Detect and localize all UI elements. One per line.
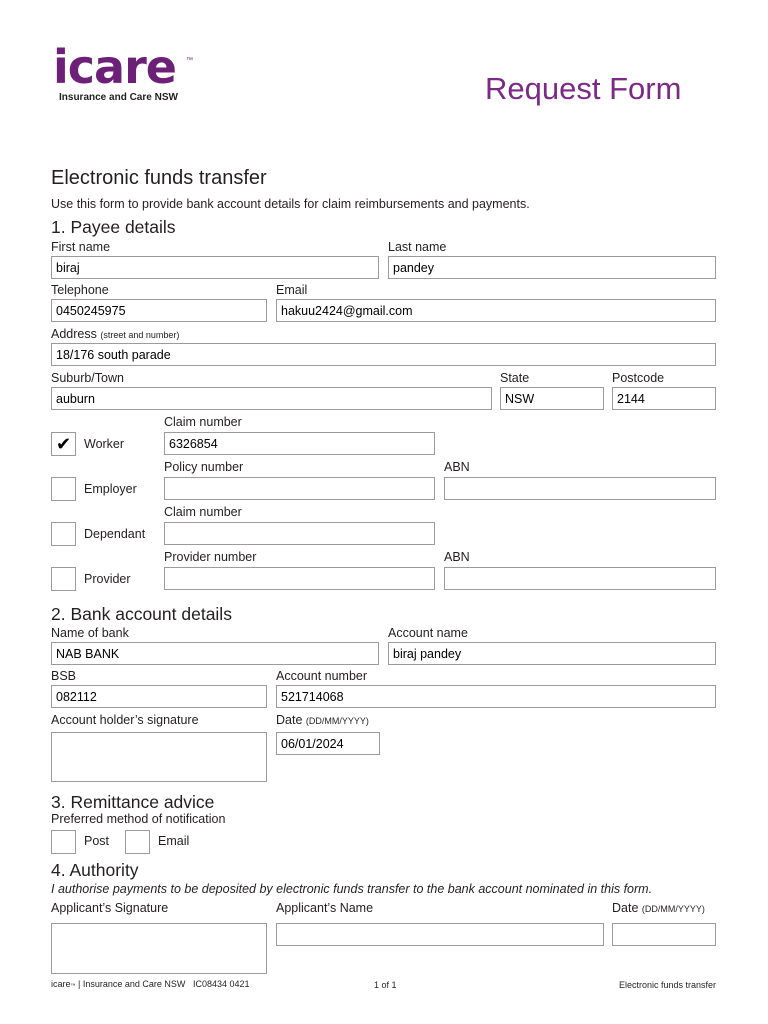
worker-claim-field[interactable]: 6326854 (164, 432, 435, 455)
employer-policy-field[interactable] (164, 477, 435, 500)
section-heading-remittance: 3. Remittance advice (51, 792, 215, 812)
page-title: Request Form (485, 71, 682, 106)
bank-date-hint: (DD/MM/YYYY) (305, 716, 369, 726)
logo-tagline: Insurance and Care NSW (59, 92, 178, 103)
applicant-signature-label: Applicant’s Signature (51, 901, 169, 915)
authority-date-label (612, 901, 705, 915)
bsb-label: BSB (51, 669, 77, 683)
authority-statement: I authorise payments to be deposited by electronic funds transfer to the bank account nominated in this form. (51, 882, 653, 896)
address-field[interactable]: 18/176 south parade (51, 343, 716, 366)
provider-abn-label: ABN (444, 550, 470, 564)
applicant-signature-field[interactable] (51, 923, 267, 974)
employer-abn-field[interactable] (444, 477, 716, 500)
authority-date-field[interactable] (612, 923, 716, 946)
dependant-claim-label: Claim number (164, 505, 242, 519)
bank-name-label: Name of bank (51, 626, 129, 640)
icare-logo: icare (53, 40, 176, 94)
account-signature-field[interactable] (51, 732, 267, 782)
email-checkbox[interactable] (125, 830, 150, 854)
suburb-field[interactable]: auburn (51, 387, 492, 410)
section-heading-authority: 4. Authority (51, 860, 139, 880)
applicant-name-field[interactable] (276, 923, 604, 946)
footer-org: | Insurance and Care NSW (78, 979, 186, 989)
address-label-text: Address (51, 327, 97, 341)
applicant-name-label: Applicant’s Name (276, 901, 374, 915)
section-heading-payee: 1. Payee details (51, 217, 176, 237)
footer-code: IC08434 0421 (192, 979, 250, 989)
footer-left (51, 979, 250, 989)
address-label (51, 327, 179, 341)
employer-policy-label: Policy number (164, 460, 244, 474)
last-name-label: Last name (388, 240, 447, 254)
bsb-field[interactable]: 082112 (51, 685, 267, 708)
footer-page-number: 1 of 1 (374, 980, 397, 990)
postcode-field[interactable]: 2144 (612, 387, 716, 410)
email-label: Email (276, 283, 308, 297)
bank-date-label (276, 713, 369, 727)
footer-document-name: Electronic funds transfer (618, 980, 716, 990)
form-intro: Use this form to provide bank account details for claim reimbursements and payments. (51, 197, 530, 211)
suburb-label: Suburb/Town (51, 371, 124, 385)
state-field[interactable]: NSW (500, 387, 604, 410)
logo-trademark: ™ (186, 57, 193, 64)
authority-date-hint: (DD/MM/YYYY) (641, 904, 705, 914)
account-number-field[interactable]: 521714068 (276, 685, 716, 708)
first-name-label: First name (51, 240, 111, 254)
postcode-label: Postcode (612, 371, 665, 385)
post-label: Post (84, 834, 110, 848)
remittance-subheading: Preferred method of notification (51, 812, 226, 826)
worker-checkbox[interactable]: ✔ (51, 432, 76, 456)
telephone-label: Telephone (51, 283, 109, 297)
employer-label: Employer (84, 482, 137, 496)
footer-brand: icare (51, 979, 71, 989)
worker-label: Worker (84, 437, 125, 451)
address-hint: (street and number) (100, 330, 180, 340)
account-signature-label: Account holder’s signature (51, 713, 199, 727)
worker-claim-label: Claim number (164, 415, 242, 429)
provider-checkbox[interactable] (51, 567, 76, 591)
first-name-field[interactable]: biraj (51, 256, 379, 279)
form-title: Electronic funds transfer (51, 167, 267, 189)
provider-number-field[interactable] (164, 567, 435, 590)
provider-abn-field[interactable] (444, 567, 716, 590)
account-number-label: Account number (276, 669, 368, 683)
footer-tm: ™ (70, 983, 76, 989)
bank-name-field[interactable]: NAB BANK (51, 642, 379, 665)
account-name-field[interactable]: biraj pandey (388, 642, 716, 665)
dependant-label: Dependant (84, 527, 146, 541)
employer-checkbox[interactable] (51, 477, 76, 501)
dependant-checkbox[interactable] (51, 522, 76, 546)
state-label: State (500, 371, 530, 385)
email-option-label: Email (158, 834, 190, 848)
bank-date-field[interactable]: 06/01/2024 (276, 732, 380, 755)
provider-number-label: Provider number (164, 550, 257, 564)
bank-date-label-text: Date (276, 713, 303, 727)
dependant-claim-field[interactable] (164, 522, 435, 545)
post-checkbox[interactable] (51, 830, 76, 854)
account-name-label: Account name (388, 626, 468, 640)
last-name-field[interactable]: pandey (388, 256, 716, 279)
employer-abn-label: ABN (444, 460, 470, 474)
provider-label: Provider (84, 572, 131, 586)
section-heading-bank: 2. Bank account details (51, 604, 232, 624)
telephone-field[interactable]: 0450245975 (51, 299, 267, 322)
email-field[interactable]: hakuu2424@gmail.com (276, 299, 716, 322)
authority-date-label-text: Date (612, 901, 639, 915)
